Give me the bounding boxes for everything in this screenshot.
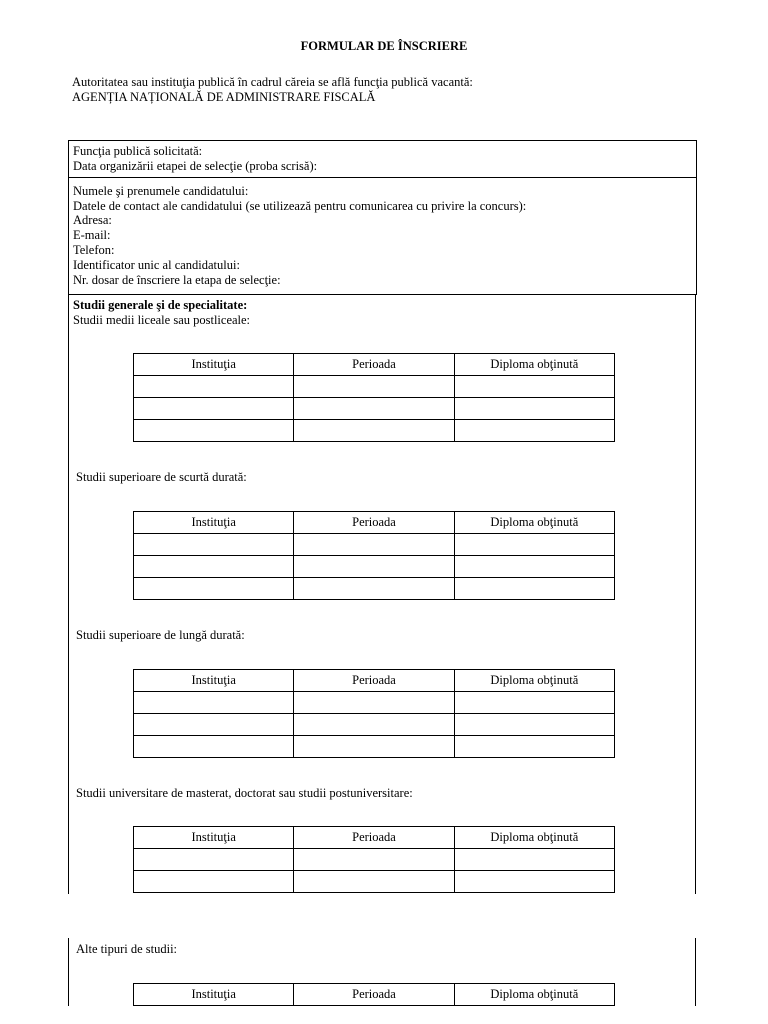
studies-table-short-higher <box>133 511 615 600</box>
cell[interactable] <box>134 849 294 871</box>
requested-position-field: Funcţia publică solicitată: <box>73 144 203 158</box>
cell[interactable] <box>294 714 454 736</box>
phone-field: Telefon: <box>73 243 115 257</box>
cell[interactable] <box>454 714 614 736</box>
studies-table-long-higher <box>133 669 615 758</box>
cell[interactable] <box>134 714 294 736</box>
header-diploma: Diploma obţinută <box>454 984 614 1006</box>
cell[interactable] <box>134 578 294 600</box>
page2-left-border <box>68 938 69 1006</box>
header-institution: Instituţia <box>134 670 294 692</box>
table-row <box>134 578 615 600</box>
authority-label: Autoritatea sau instituţia publică în cadrul căreia se află funcţia publică vacantă: <box>72 75 473 89</box>
studies-left-border <box>68 294 69 894</box>
group-label-other: Alte tipuri de studii: <box>76 942 178 956</box>
cell[interactable] <box>134 556 294 578</box>
group-label-highschool: Studii medii liceale sau postliceale: <box>73 313 251 327</box>
cell[interactable] <box>454 871 614 893</box>
cell[interactable] <box>454 736 614 758</box>
header-institution: Instituţia <box>134 827 294 849</box>
studies-right-border <box>695 294 696 894</box>
header-institution: Instituţia <box>134 984 294 1006</box>
group-label-postgraduate: Studii universitare de masterat, doctorat sau studii postuniversitare: <box>76 786 413 800</box>
cell[interactable] <box>134 736 294 758</box>
cell[interactable] <box>294 736 454 758</box>
candidate-id-field: Identificator unic al candidatului: <box>73 258 240 272</box>
cell[interactable] <box>294 578 454 600</box>
table-header-row <box>134 984 615 1006</box>
cell[interactable] <box>134 420 294 442</box>
table-row <box>134 714 615 736</box>
table-row <box>134 534 615 556</box>
header-diploma: Diploma obţinută <box>454 670 614 692</box>
table-row <box>134 692 615 714</box>
header-diploma: Diploma obţinută <box>454 512 614 534</box>
studies-top-border <box>68 294 696 295</box>
studies-heading: Studii generale şi de specialitate: <box>73 298 248 312</box>
file-number-field: Nr. dosar de înscriere la etapa de selecţie: <box>73 273 281 287</box>
cell[interactable] <box>454 849 614 871</box>
cell[interactable] <box>134 692 294 714</box>
table-header-row <box>134 354 615 376</box>
header-period: Perioada <box>294 827 454 849</box>
cell[interactable] <box>294 556 454 578</box>
cell[interactable] <box>294 420 454 442</box>
address-field: Adresa: <box>73 213 112 227</box>
table-header-row <box>134 827 615 849</box>
table-row <box>134 736 615 758</box>
header-institution: Instituţia <box>134 512 294 534</box>
email-field: E-mail: <box>73 228 111 242</box>
header-diploma: Diploma obţinută <box>454 827 614 849</box>
header-diploma: Diploma obţinută <box>454 354 614 376</box>
cell[interactable] <box>454 692 614 714</box>
cell[interactable] <box>454 398 614 420</box>
studies-table-other <box>133 983 615 1006</box>
studies-table-postgraduate <box>133 826 615 893</box>
cell[interactable] <box>454 420 614 442</box>
cell[interactable] <box>134 376 294 398</box>
header-period: Perioada <box>294 512 454 534</box>
cell[interactable] <box>454 556 614 578</box>
header-period: Perioada <box>294 670 454 692</box>
candidate-name-field: Numele şi prenumele candidatului: <box>73 184 249 198</box>
table-header-row <box>134 512 615 534</box>
table-row <box>134 849 615 871</box>
header-period: Perioada <box>294 354 454 376</box>
cell[interactable] <box>294 398 454 420</box>
authority-value: AGENȚIA NAȚIONALĂ DE ADMINISTRARE FISCALĂ <box>72 90 376 104</box>
cell[interactable] <box>294 692 454 714</box>
cell[interactable] <box>294 376 454 398</box>
cell[interactable] <box>454 376 614 398</box>
selection-date-field: Data organizării etapei de selecţie (proba scrisă): <box>73 159 318 173</box>
cell[interactable] <box>134 398 294 420</box>
cell[interactable] <box>454 578 614 600</box>
table-header-row <box>134 670 615 692</box>
studies-table-highschool <box>133 353 615 442</box>
cell[interactable] <box>294 849 454 871</box>
table-row <box>134 556 615 578</box>
table-row <box>134 376 615 398</box>
table-row <box>134 871 615 893</box>
cell[interactable] <box>134 871 294 893</box>
page2-right-border <box>695 938 696 1006</box>
group-label-long-higher: Studii superioare de lungă durată: <box>76 628 245 642</box>
cell[interactable] <box>294 871 454 893</box>
form-title: FORMULAR DE ÎNSCRIERE <box>300 39 468 53</box>
contact-data-label: Datele de contact ale candidatului (se utilizează pentru comunicarea cu privire la concurs): <box>73 199 527 213</box>
header-period: Perioada <box>294 984 454 1006</box>
table-row <box>134 420 615 442</box>
header-institution: Instituţia <box>134 354 294 376</box>
table-row <box>134 398 615 420</box>
cell[interactable] <box>454 534 614 556</box>
group-label-short-higher: Studii superioare de scurtă durată: <box>76 470 247 484</box>
cell[interactable] <box>134 534 294 556</box>
cell[interactable] <box>294 534 454 556</box>
